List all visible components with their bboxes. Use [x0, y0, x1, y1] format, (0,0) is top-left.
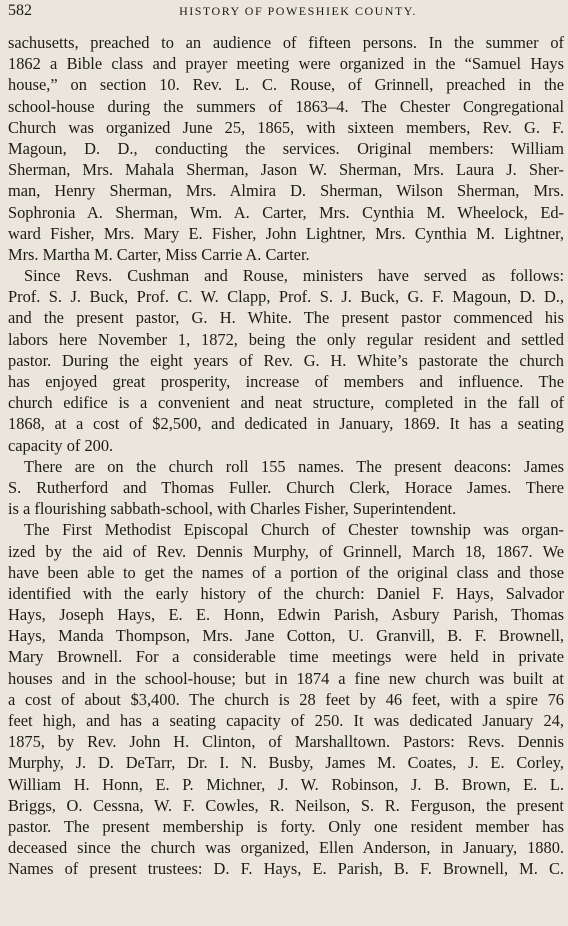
text-line: Hays, Manda Thompson, Mrs. Jane Cotton, U. Granvill, B. F. Brownell,	[8, 626, 564, 646]
text-line: identified with the early history of the church: Daniel F. Hays, Salvador	[8, 583, 564, 603]
text-line: capacity of 200.	[8, 435, 114, 455]
text-line: church edifice is a convenient and neat structure, completed in the fall of	[8, 393, 564, 413]
paragraph	[8, 265, 564, 456]
running-head	[8, 0, 564, 22]
text-line: 1868, at a cost of $2,500, and dedicated in January, 1869. It has a seating	[8, 414, 564, 434]
text-line: Since Revs. Cushman and Rouse, ministers have served as follows:	[24, 266, 564, 286]
paragraph	[8, 519, 564, 879]
text-line: 1875, by Rev. John H. Clinton, of Marshalltown. Pastors: Revs. Dennis	[8, 732, 564, 752]
text-line: There are on the church roll 155 names. The present deacons: James	[24, 456, 564, 476]
text-line: house,” on section 10. Rev. L. C. Rouse, of Grinnell, preached in the	[8, 75, 564, 95]
text-line: 1862 a Bible class and prayer meeting were organized in the “Samuel Hays	[8, 54, 564, 74]
text-line: school-house during the summers of 1863–4. The Chester Congregational	[8, 96, 564, 116]
paragraph	[8, 32, 564, 265]
text-line: have been able to get the names of a portion of the original class and those	[8, 562, 564, 582]
page-number: 582	[8, 2, 32, 19]
text-line: ward Fisher, Mrs. Mary E. Fisher, John Lightner, Mrs. Cynthia M. Lightner,	[8, 223, 564, 243]
text-line: S. Rutherford and Thomas Fuller. Church Clerk, Horace James. There	[8, 477, 564, 497]
text-line: sachusetts, preached to an audience of fifteen persons. In the summer of	[8, 33, 564, 52]
running-title: HISTORY OF POWESHIEK COUNTY.	[179, 4, 417, 18]
text-line: and the present pastor, G. H. White. The present pastor commenced his	[8, 308, 564, 328]
text-line: Sherman, Mrs. Mahala Sherman, Jason W. Sherman, Mrs. Laura J. Sher-	[8, 160, 564, 180]
paragraph	[8, 456, 564, 520]
text-line: Church was organized June 25, 1865, with sixteen members, Rev. G. F.	[8, 117, 564, 137]
text-line: is a flourishing sabbath-school, with Charles Fisher, Superintendent.	[8, 499, 457, 519]
text-line: houses and in the school-house; but in 1874 a fine new church was built at	[8, 668, 564, 688]
text-line: Magoun, D. D., conducting the services. Original members: William	[8, 138, 564, 158]
text-line: pastor. During the eight years of Rev. G. H. White’s pastorate the church	[8, 350, 564, 370]
text-line: Murphy, J. D. DeTarr, Dr. I. N. Busby, James M. Coates, J. E. Corley,	[8, 753, 564, 773]
text-line: a cost of about $3,400. The church is 28 feet by 46 feet, with a spire 76	[8, 689, 564, 709]
text-line: Mary Brownell. For a considerable time meetings were held in private	[8, 647, 564, 667]
text-line: Briggs, O. Cessna, W. F. Cowles, R. Neilson, S. R. Ferguson, the present	[8, 795, 564, 815]
text-line: Hays, Joseph Hays, E. E. Honn, Edwin Parish, Asbury Parish, Thomas	[8, 605, 564, 625]
text-line: The First Methodist Episcopal Church of Chester township was organ-	[24, 520, 564, 540]
text-line: feet high, and has a seating capacity of 250. It was dedicated January 24,	[8, 711, 564, 730]
body-text	[8, 32, 564, 880]
text-line: ized by the aid of Rev. Dennis Murphy, of Grinnell, March 18, 1867. We	[8, 541, 564, 561]
text-line: deceased since the church was organized, Ellen Anderson, in January, 1880.	[8, 838, 564, 858]
text-line: man, Henry Sherman, Mrs. Almira D. Sherman, Wilson Sherman, Mrs.	[8, 181, 564, 201]
text-line: labors here November 1, 1872, being the only regular resident and settled	[8, 329, 564, 349]
text-line: Mrs. Martha M. Carter, Miss Carrie A. Carter.	[8, 244, 310, 264]
text-line: Sophronia A. Sherman, Wm. A. Carter, Mrs. Cynthia M. Wheelock, Ed-	[8, 202, 564, 222]
text-line: William H. Honn, E. P. Michner, J. W. Robinson, J. B. Brown, E. L.	[8, 774, 564, 794]
text-line: Names of present trustees: D. F. Hays, E. Parish, B. F. Brownell, M. C.	[8, 859, 564, 879]
text-line: has enjoyed great prosperity, increase of members and influence. The	[8, 372, 564, 391]
text-line: Prof. S. J. Buck, Prof. C. W. Clapp, Prof. S. J. Buck, G. F. Magoun, D. D.,	[8, 287, 564, 307]
text-line: pastor. The present membership is forty. Only one resident member has	[8, 816, 564, 836]
